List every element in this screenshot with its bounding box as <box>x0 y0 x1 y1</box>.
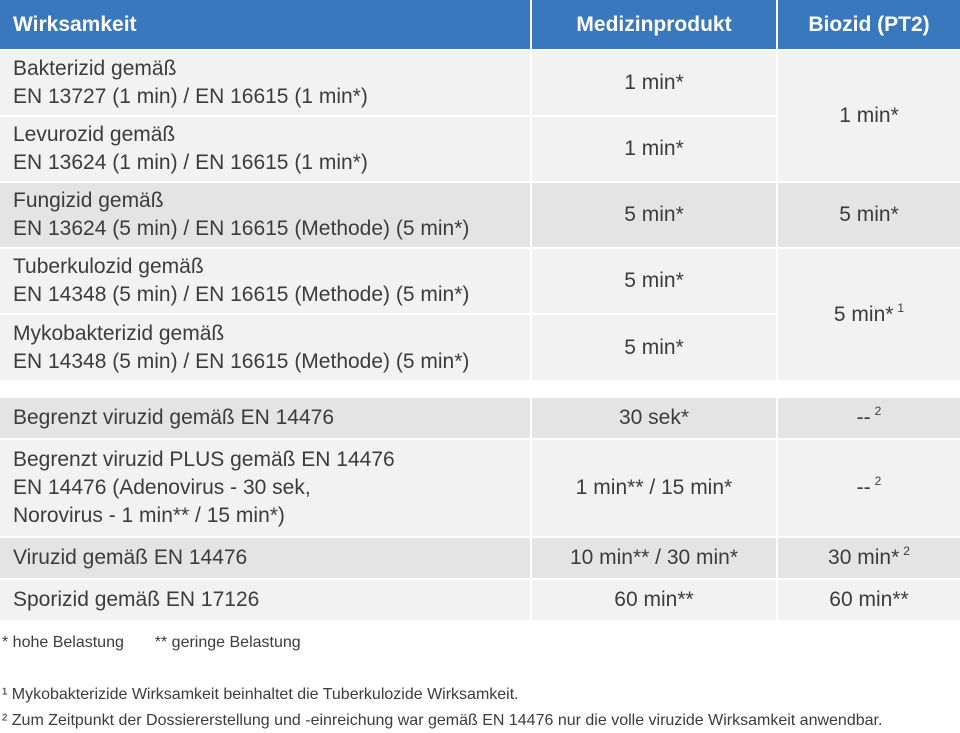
row-norm: EN 14348 (5 min) / EN 16615 (Methode) (5 min*) <box>13 349 470 373</box>
biozid-value-text: 5 min* <box>833 302 894 326</box>
footnote-marker: 2 <box>874 404 882 418</box>
row-norm: EN 13727 (1 min) / EN 16615 (1 min*) <box>13 85 368 108</box>
row-label <box>0 117 530 181</box>
row-label <box>0 315 530 380</box>
biozid-merged-value <box>778 249 960 380</box>
medizinprodukt-value: 1 min* <box>532 117 776 181</box>
table-row <box>0 398 960 438</box>
header-wirksamkeit: Wirksamkeit <box>0 0 530 49</box>
biozid-value-text: -- <box>856 406 871 429</box>
row-title: Viruzid gemäß EN 14476 <box>0 538 530 578</box>
row-norm: Norovirus - 1 min** / 15 min*) <box>13 504 285 527</box>
medizinprodukt-value: 30 sek* <box>532 398 776 438</box>
medizinprodukt-value: 5 min* <box>532 249 776 313</box>
biozid-value <box>778 538 960 578</box>
table-row <box>0 440 960 536</box>
table-row <box>0 183 960 247</box>
row-title: Mykobakterizid gemäß <box>13 321 225 345</box>
legend <box>2 634 301 652</box>
row-title: Levurozid gemäß <box>13 123 176 146</box>
row-title: Begrenzt viruzid gemäß EN 14476 <box>0 398 530 438</box>
biozid-value-text: 30 min* <box>828 546 900 569</box>
row-norm: EN 13624 (5 min) / EN 16615 (Methode) (5 min*) <box>13 217 470 240</box>
row-title: Tuberkulozid gemäß <box>13 255 204 278</box>
medizinprodukt-value: 10 min** / 30 min* <box>532 538 776 578</box>
header-medizinprodukt: Medizinprodukt <box>532 0 776 49</box>
biozid-value: 60 min** <box>778 580 960 620</box>
medizinprodukt-value: 5 min* <box>532 315 776 380</box>
row-title: Fungizid gemäß <box>13 189 164 212</box>
row-label <box>0 440 530 536</box>
row-title: Bakterizid gemäß <box>13 57 177 80</box>
footnote-marker: 2 <box>874 474 882 488</box>
header-biozid: Biozid (PT2) <box>778 0 960 49</box>
legend-hohe: * hohe Belastung <box>2 634 124 651</box>
legend-geringe: ** geringe Belastung <box>154 634 301 651</box>
medizinprodukt-value: 1 min* <box>532 51 776 115</box>
biozid-value <box>778 398 960 438</box>
footnote-1: ¹ Mykobakterizide Wirksamkeit beinhaltet die Tuberkulozide Wirksamkeit. <box>2 686 519 703</box>
row-label <box>0 51 530 115</box>
table-row <box>0 580 960 620</box>
row-norm: EN 14476 (Adenovirus - 30 sek, <box>13 476 311 499</box>
table-row <box>0 538 960 578</box>
biozid-value: 5 min* <box>778 183 960 247</box>
row-label <box>0 183 530 247</box>
biozid-merged-value: 1 min* <box>778 51 960 181</box>
row-norm: EN 14348 (5 min) / EN 16615 (Methode) (5 min*) <box>13 283 470 306</box>
medizinprodukt-value: 60 min** <box>532 580 776 620</box>
medizinprodukt-value: 5 min* <box>532 183 776 247</box>
row-norm: EN 13624 (1 min) / EN 16615 (1 min*) <box>13 151 368 174</box>
table-header <box>0 0 960 49</box>
row-label <box>0 249 530 313</box>
footnote-2: ² Zum Zeitpunkt der Dossiererstellung und -einreichung war gemäß EN 14476 nur die volle viruzide Wirksamkeit anwendbar. <box>2 712 883 729</box>
medizinprodukt-value: 1 min** / 15 min* <box>532 440 776 536</box>
row-title: Begrenzt viruzid PLUS gemäß EN 14476 <box>13 448 395 471</box>
footnote-marker: 1 <box>897 300 905 315</box>
biozid-value <box>778 440 960 536</box>
footnote-marker: 2 <box>903 544 910 558</box>
row-title: Sporizid gemäß EN 17126 <box>0 580 530 620</box>
biozid-value-text: -- <box>856 476 871 499</box>
